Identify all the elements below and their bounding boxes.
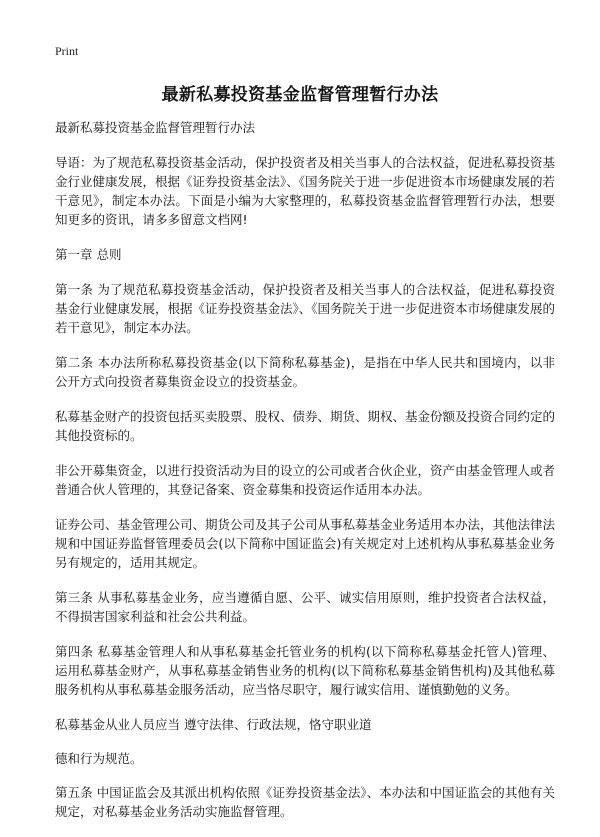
paragraph-practitioners: 私募基金从业人员应当 遵守法律、行政法规，恪守职业道 [55, 717, 372, 732]
paragraph-article-1: 第一条 为了规范私募投资基金活动，保护投资者及相关当事人的合法权益，促进私募投资基金行业健康发展，根据《证券投资基金法》、《国务院关于进一步促进资本市场健康发展的若干意见》，制定本办法。 [55, 282, 556, 335]
paragraph-article-2: 第二条 本办法所称私募投资基金(以下简称私募基金)，是指在中华人民共和国境内，以非公开方式向投资者募集资金设立的投资基金。 [55, 355, 555, 389]
paragraph-chapter-heading: 第一章 总则 [55, 247, 122, 262]
document-title: 最新私募投资基金监督管理暂行办法 [161, 85, 439, 105]
paragraph-investment-scope: 私募基金财产的投资包括买卖股票、股权、债券、期货、期权、基金份额及投资合同约定的其他投资标的。 [55, 409, 556, 443]
paragraph-article-3: 第三条 从事私募基金业务，应当遵循自愿、公平、诚实信用原则，维护投资者合法权益，不得损害国家利益和社会公共利益。 [55, 590, 555, 624]
paragraph-article-4: 第四条 私募基金管理人和从事私募基金托管业务的机构(以下简称私募基金托管人)管理、运用私募基金财产，从事私募基金销售业务的机构(以下简称私募基金销售机构)及其他私募服务机构从事私募基金服务活动，应当恪尽职守，履行诚实信用、谨慎勤勉的义务。 [55, 644, 555, 697]
paragraph-conduct: 德和行为规范。 [55, 751, 143, 766]
document-body [55, 118, 555, 837]
paragraph-subtitle: 最新私募投资基金监督管理暂行办法 [55, 120, 256, 135]
paragraph-intro: 导语：为了规范私募投资基金活动，保护投资者及相关当事人的合法权益，促进私募投资基金行业健康发展，根据《证券投资基金法》、《国务院关于进一步促进资本市场健康发展的若干意见》，制定本办法。下面是小编为大家整理的，私募投资基金监督管理暂行办法，想要知更多的资讯，请多多留意文档网! [55, 155, 556, 227]
paragraph-article-5: 第五条 中国证监会及其派出机构依照《证券投资基金法》、本办法和中国证监会的其他有关规定，对私募基金业务活动实施监督管理。 [55, 785, 555, 819]
paragraph-non-public-fundraising: 非公开募集资金，以进行投资活动为目的设立的公司或者合伙企业，资产由基金管理人或者普通合伙人管理的，其登记备案、资金募集和投资运作适用本办法。 [55, 463, 556, 497]
paragraph-securities-companies: 证券公司、基金管理公司、期货公司及其子公司从事私募基金业务适用本办法，其他法律法规和中国证券监督管理委员会(以下简称中国证监会)有关规定对上述机构从事私募基金业务另有规定的，适用其规定。 [55, 517, 556, 570]
print-link[interactable]: Print [55, 44, 79, 58]
